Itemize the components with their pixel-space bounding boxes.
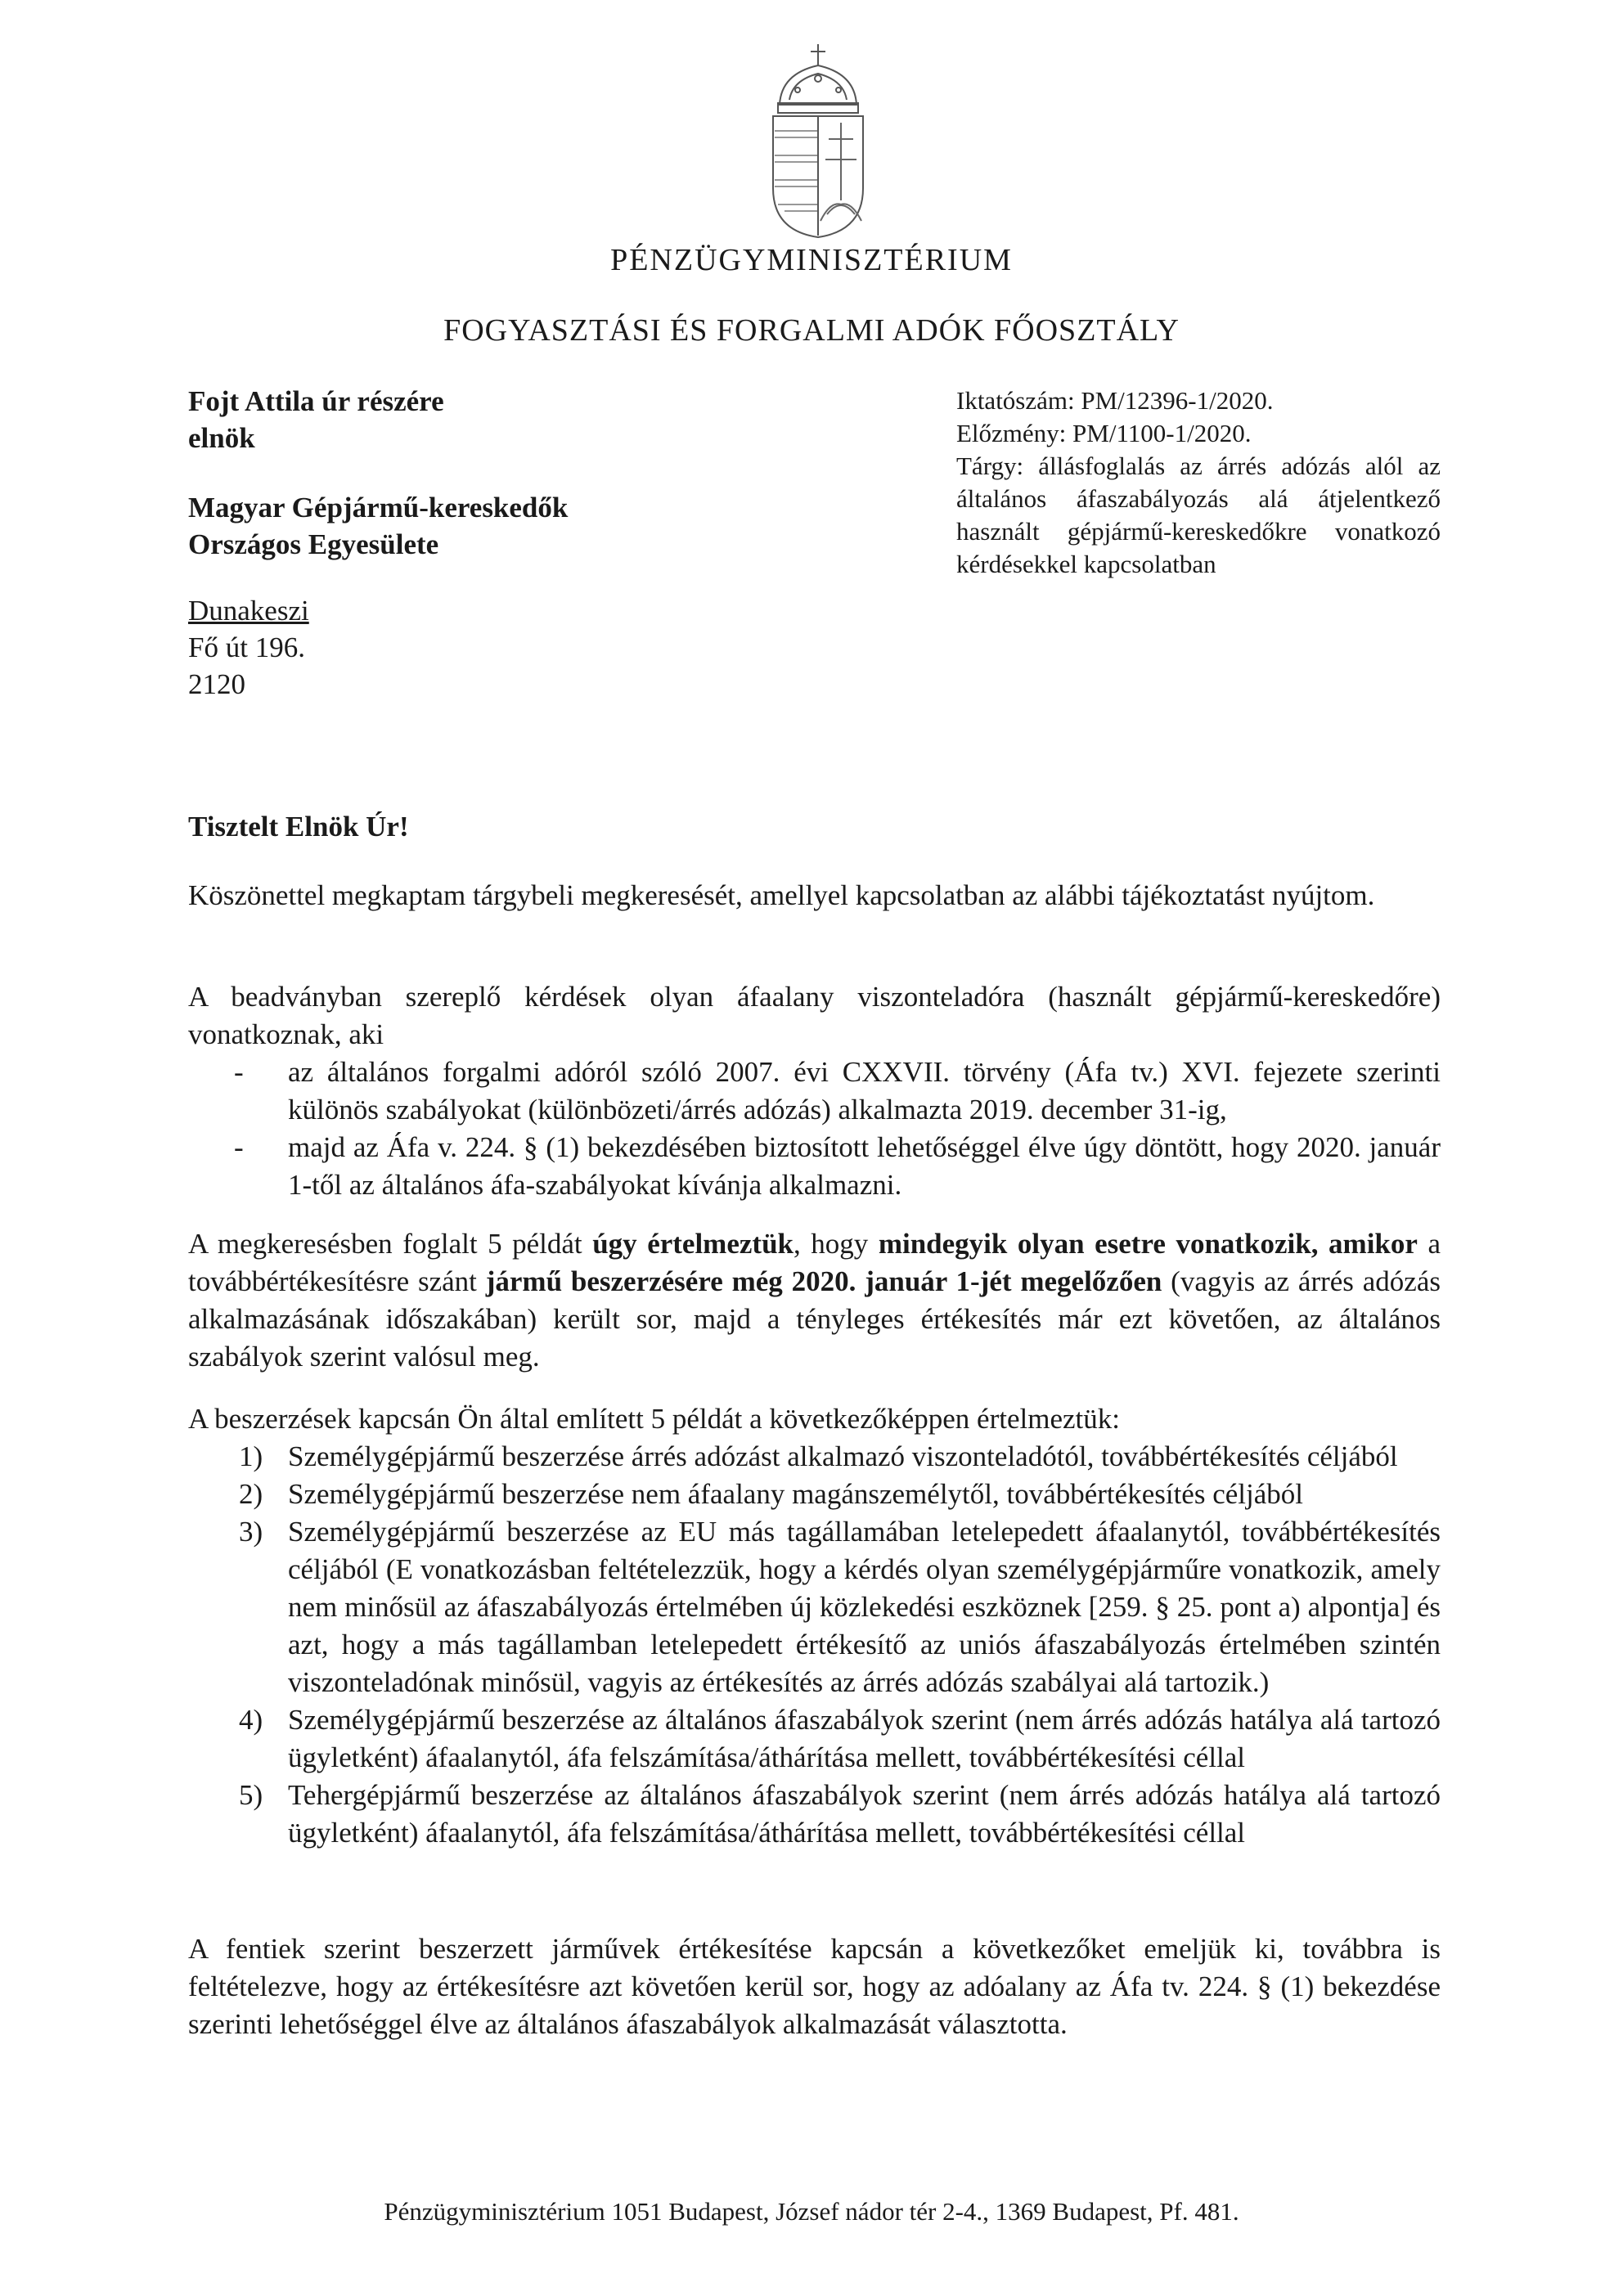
paragraph-5 bbox=[188, 1930, 1441, 2043]
bold-run: úgy értelmeztük bbox=[592, 1228, 794, 1260]
salutation: Tisztelt Elnök Úr! bbox=[188, 811, 409, 842]
list-item-text: Személygépjármű beszerzése nem áfaalany magánszemélytől, továbbértékesítés céljából bbox=[288, 1478, 1303, 1510]
list-item bbox=[188, 1777, 1441, 1852]
recipient-zip: 2120 bbox=[188, 668, 245, 700]
dash-list bbox=[188, 1054, 1441, 1204]
text-run: a továbbértékesítésre szánt bbox=[188, 1228, 1441, 1297]
recipient-address bbox=[188, 383, 695, 703]
department-name: FOGYASZTÁSI ÉS FORGALMI ADÓK FŐOSZTÁLY bbox=[443, 313, 1180, 348]
footer-address: Pénzügyminisztérium 1051 Budapest, József nádor tér 2-4., 1369 Budapest, Pf. 481. bbox=[384, 2197, 1239, 2226]
paragraph-2 bbox=[188, 978, 1441, 1204]
list-number: 2) bbox=[239, 1478, 263, 1510]
text-run: (vagyis az árrés adózás alkalmazásának időszakában) került sor, majd a tényleges értékesítés már ezt követően, az általános szabályok szerint valósul meg. bbox=[188, 1265, 1441, 1373]
list-item: - majd az Áfa v. 224. § (1) bekezdésében biztosított lehetőséggel élve úgy döntött, hogy 2020. január 1-től az általános áfa-szabályokat kívánja alkalmazni. bbox=[188, 1129, 1441, 1204]
text-run: , hogy bbox=[794, 1228, 879, 1260]
recipient-name: Fojt Attila úr részére bbox=[188, 385, 444, 417]
prior-reference: Előzmény: PM/1100-1/2020. bbox=[956, 419, 1252, 447]
list-number: 3) bbox=[239, 1516, 263, 1548]
list-number: 5) bbox=[239, 1779, 263, 1811]
list-item bbox=[188, 1476, 1441, 1513]
list-number: 4) bbox=[239, 1704, 263, 1736]
filing-number: Iktatószám: PM/12396-1/2020. bbox=[956, 386, 1274, 415]
paragraph-3 bbox=[188, 1225, 1441, 1376]
paragraph-1-text: Köszönettel megkaptam tárgybeli megkeresését, amellyel kapcsolatban az alábbi tájékoztatást nyújtom. bbox=[188, 879, 1375, 911]
bold-run: mindegyik olyan esetre vonatkozik, amikor bbox=[878, 1228, 1418, 1260]
text-run: A megkeresésben foglalt 5 példát bbox=[188, 1228, 593, 1260]
paragraph-5-text: A fentiek szerint beszerzett járművek értékesítése kapcsán a következőket emeljük ki, továbbra is feltételezve, hogy az értékesítésre azt követően kerül sor, hogy az adóalany az Áfa tv. 224. § (1) bekezdése szerinti lehetőséggel élve az általános áfaszabályok alkalmazását választotta. bbox=[188, 1933, 1441, 2040]
list-number: 1) bbox=[239, 1440, 263, 1472]
recipient-street: Fő út 196. bbox=[188, 631, 305, 663]
recipient-city: Dunakeszi bbox=[188, 595, 309, 627]
hungarian-coat-of-arms-icon bbox=[757, 41, 879, 241]
reference-block bbox=[956, 384, 1441, 581]
recipient-title: elnök bbox=[188, 422, 255, 454]
ministry-name: PÉNZÜGYMINISZTÉRIUM bbox=[610, 243, 1013, 277]
list-item: - az általános forgalmi adóról szóló 2007. évi CXXVII. törvény (Áfa tv.) XVI. fejezete szerinti különös szabályokat (különbözeti/árrés adózás) alkalmazta 2019. december 31-ig, bbox=[188, 1054, 1441, 1129]
numbered-list bbox=[188, 1438, 1441, 1852]
list-item-text: Tehergépjármű beszerzése az általános áfaszabályok szerint (nem árrés adózás hatálya alá tartozó ügyletként) áfaalanytól, áfa felszámítása/áthárítása mellett, továbbértékesítési céllal bbox=[288, 1779, 1441, 1849]
paragraph-2-intro: A beadványban szereplő kérdések olyan áfaalany viszonteladóra (használt gépjármű-kereskedőre) vonatkoznak, aki bbox=[188, 981, 1441, 1050]
list-item-text: Személygépjármű beszerzése az EU más tagállamában letelepedett áfaalanytól, továbbértékesítés céljából (E vonatkozásban feltételezzük, hogy a kérdés olyan személygépjárműre vonatkozik, amely nem minősül az áfaszabályozás értelmében új közlekedési eszköznek [259. § 25. pont a) alpontja] és azt, hogy a más tagállamban letelepedett értékesítő az uniós áfaszabályozás értelmében szintén viszonteladónak minősül, vagyis az értékesítés az árrés adózás szabályai alá tartozik.) bbox=[288, 1516, 1441, 1698]
bold-run: jármű beszerzésére még 2020. január 1-jét megelőzően bbox=[485, 1265, 1162, 1297]
recipient-org-line2: Országos Egyesülete bbox=[188, 528, 439, 560]
paragraph-3-text bbox=[188, 1225, 1441, 1376]
list-item bbox=[188, 1701, 1441, 1777]
list-item-text: Személygépjármű beszerzése árrés adózást alkalmazó viszonteladótól, továbbértékesítés céljából bbox=[288, 1440, 1398, 1472]
list-item-text: Személygépjármű beszerzése az általános áfaszabályok szerint (nem árrés adózás hatálya alá tartozó ügyletként) áfaalanytól, áfa felszámítása/áthárítása mellett, továbbértékesítési céllal bbox=[288, 1704, 1441, 1773]
list-item bbox=[188, 1513, 1441, 1701]
paragraph-1 bbox=[188, 877, 1441, 914]
recipient-org-line1: Magyar Gépjármű-kereskedők bbox=[188, 492, 569, 523]
subject-line: Tárgy: állásfoglalás az árrés adózás alól az általános áfaszabályozás alá átjelentkező használt gépjármű-kereskedőkre vonatkozó kérdésekkel kapcsolatban bbox=[956, 452, 1441, 578]
paragraph-4 bbox=[188, 1400, 1441, 1852]
list-item bbox=[188, 1438, 1441, 1476]
paragraph-4-intro: A beszerzések kapcsán Ön által említett 5 példát a következőképpen értelmeztük: bbox=[188, 1403, 1120, 1435]
